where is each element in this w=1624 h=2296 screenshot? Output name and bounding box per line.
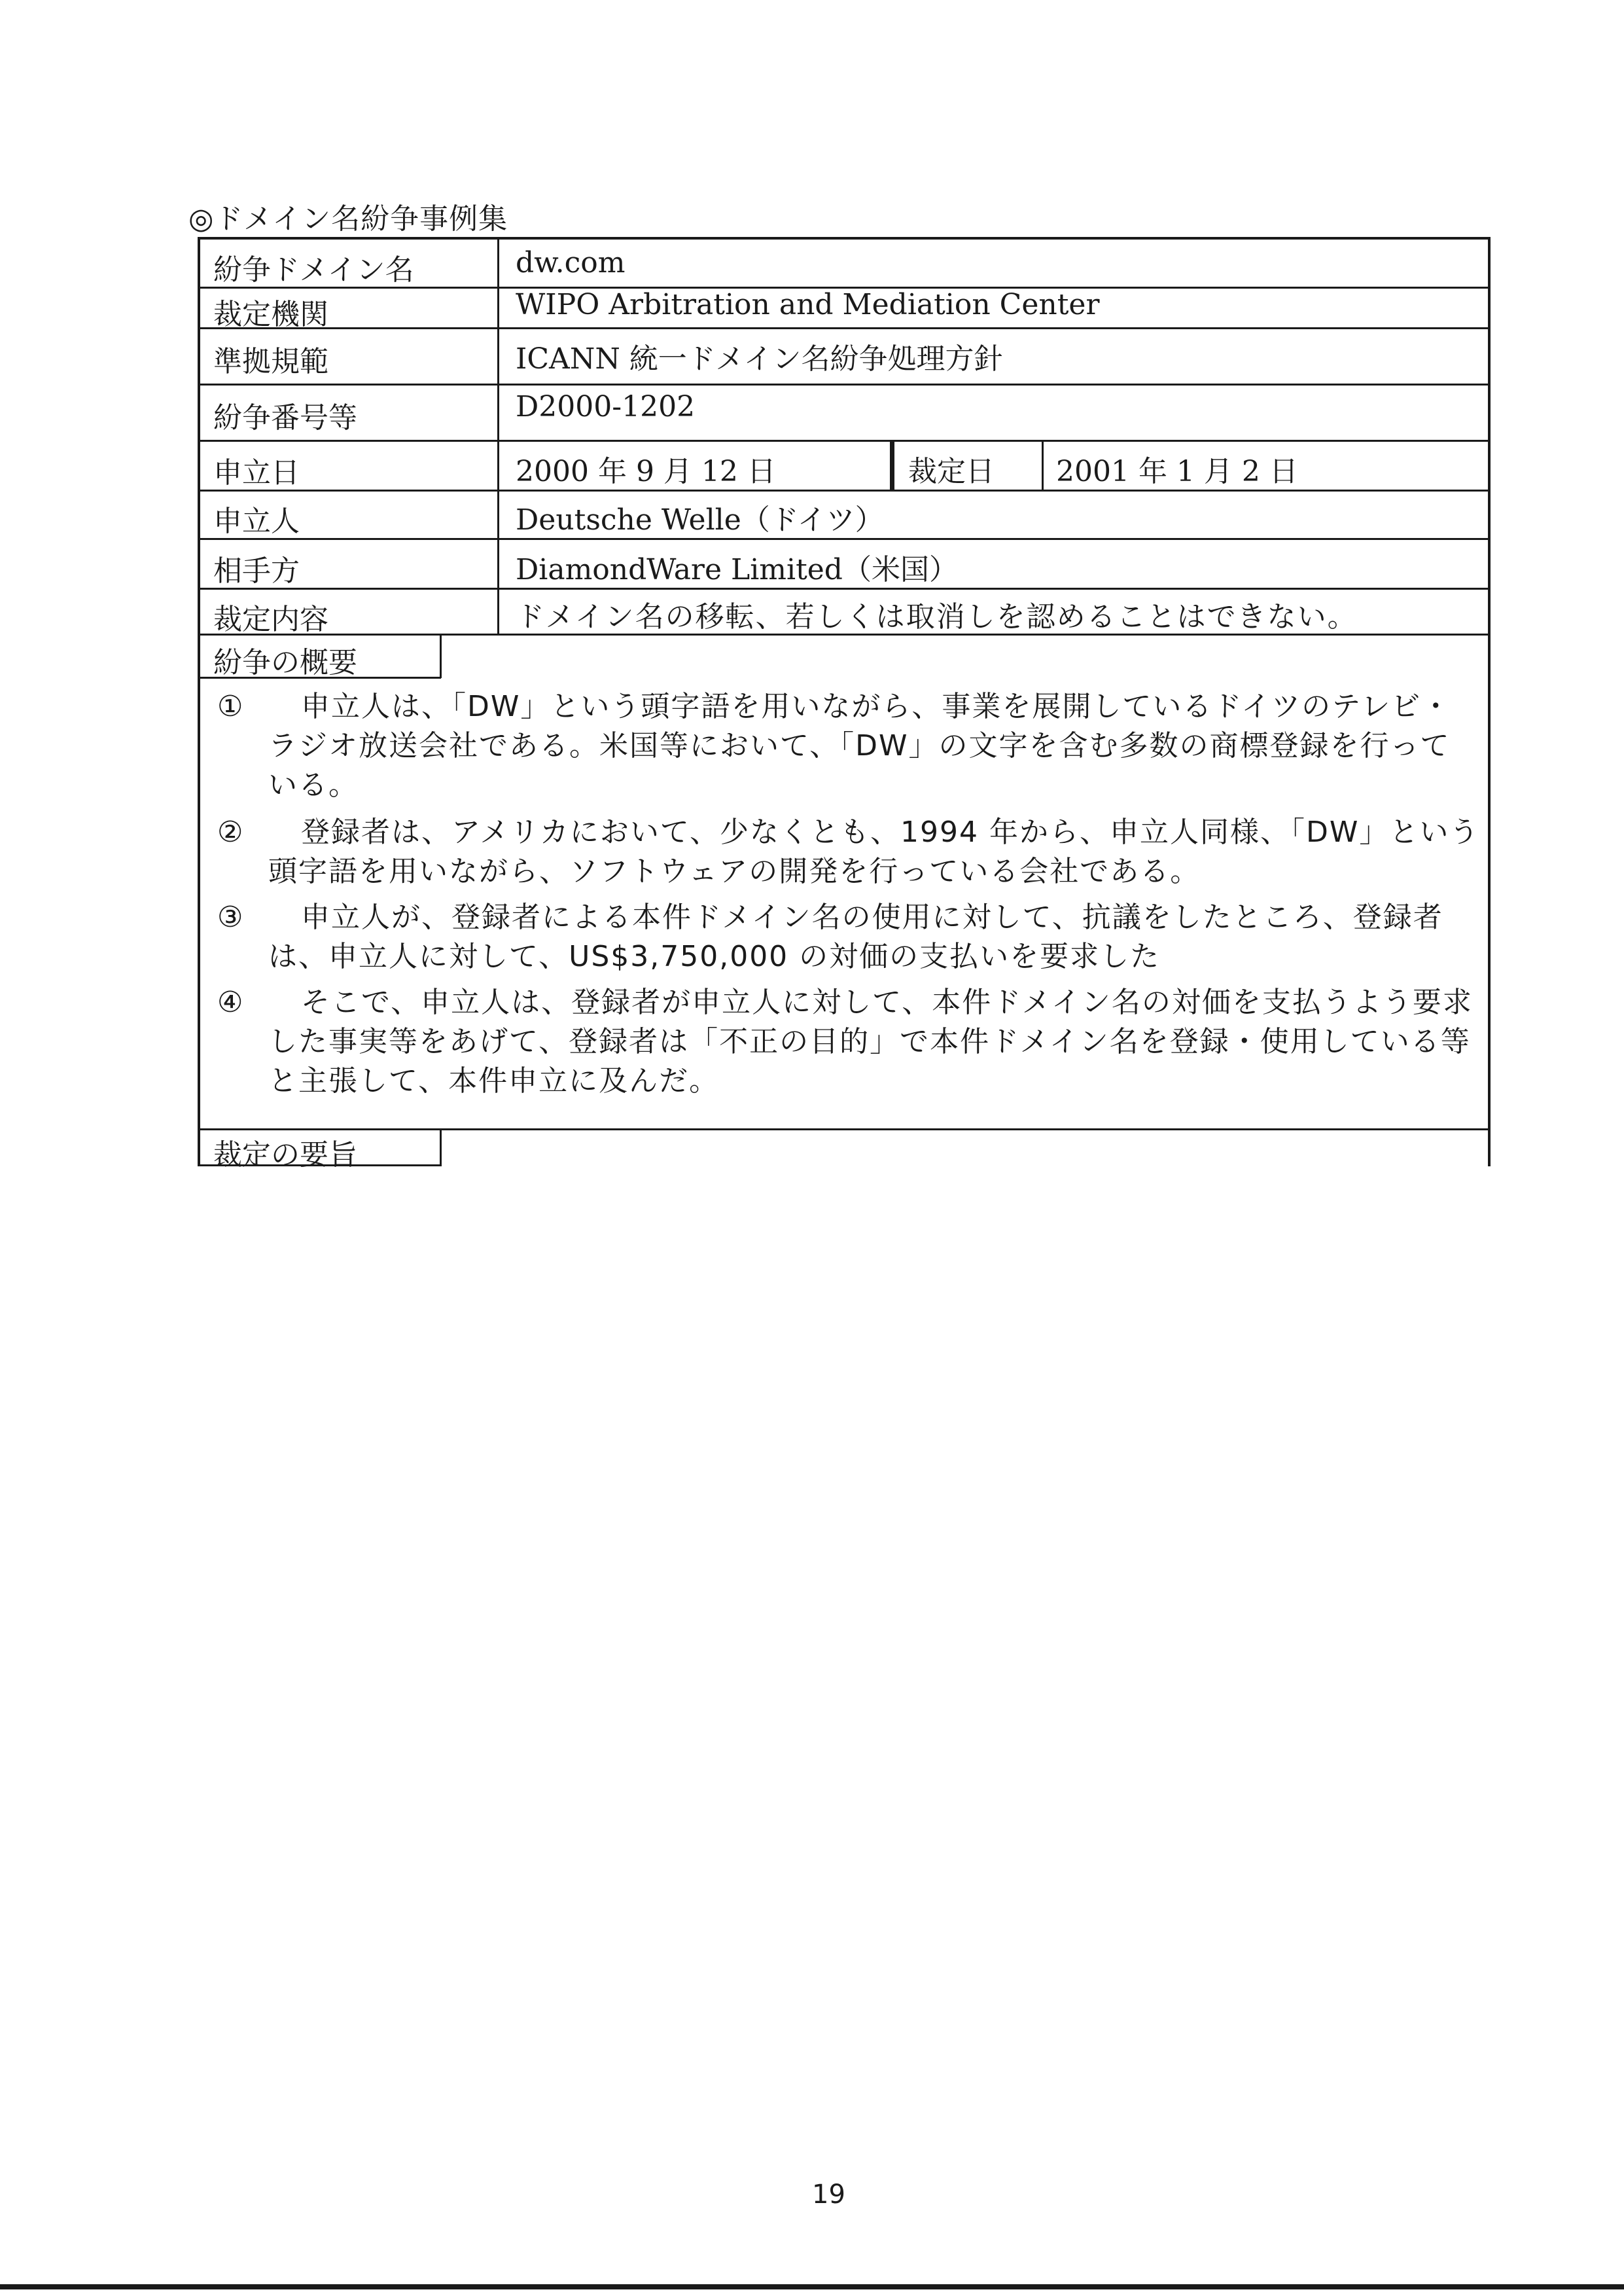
item-number: ② (217, 816, 243, 849)
summary-item (217, 898, 1480, 977)
item-text: 申立人は、「DW」という頭字語を用いながら、事業を展開しているドイツのテレビ・ラジオ放送会社である。米国等において、「DW」の文字を含む多数の商標登録を行っている。 (268, 690, 1452, 802)
case-table (198, 237, 1491, 1172)
row-divider (198, 440, 1491, 442)
item-text: そこで、申立人は、登録者が申立人に対して、本件ドメイン名の対価を支払うよう要求した事実等をあげて、登録者は「不正の目的」で本件ドメイン名を登録・使用している等と主張して、本件申立に及んだ。 (268, 986, 1473, 1098)
date-divider (1042, 440, 1044, 490)
row-divider (198, 588, 1491, 590)
summary-label-box (440, 634, 442, 678)
summary-item (217, 983, 1480, 1101)
table-right-border (1488, 237, 1491, 1166)
decision-value: ドメイン名の移転、若しくは取消しを認めることはできない。 (516, 600, 1358, 634)
respondent-value: DiamondWare Limited（米国） (516, 553, 958, 586)
filing-date-label: 申立日 (213, 456, 300, 490)
bottom-rule (0, 2284, 1624, 2289)
summary-item (217, 813, 1480, 891)
complainant-label: 申立人 (213, 505, 300, 538)
domain-label: 紛争ドメイン名 (213, 253, 414, 287)
page-heading: ◎ドメイン名紛争事例集 (188, 202, 508, 236)
decision-label: 裁定内容 (213, 603, 328, 636)
page-number: 19 (812, 2179, 845, 2210)
decision-date-label: 裁定日 (908, 455, 995, 488)
respondent-label: 相手方 (213, 554, 300, 588)
policy-value: ICANN 統一ドメイン名紛争処理方針 (516, 342, 1003, 376)
complainant-value: Deutsche Welle（ドイツ） (516, 503, 884, 537)
row-divider (198, 327, 1491, 329)
row-divider (198, 237, 1491, 240)
ruling-label: 裁定の要旨 (213, 1138, 357, 1172)
row-divider (198, 1128, 1491, 1130)
decision-date-value: 2001 年 1 月 2 日 (1056, 455, 1298, 488)
summary-item (217, 687, 1480, 805)
case-number-value: D2000-1202 (516, 390, 696, 423)
summary-label: 紛争の概要 (213, 646, 357, 679)
row-divider (198, 538, 1491, 540)
table-left-border (198, 237, 200, 1166)
item-number: ③ (217, 901, 243, 934)
item-text: 申立人が、登録者による本件ドメイン名の使用に対して、抗議をしたところ、登録者は、申立人に対して、US$3,750,000 の対価の支払いを要求した (268, 901, 1443, 973)
body-label: 裁定機関 (213, 298, 328, 331)
body-value: WIPO Arbitration and Mediation Center (516, 288, 1100, 321)
ruling-label-box (440, 1128, 442, 1166)
case-number-label: 紛争番号等 (213, 401, 357, 435)
item-text: 登録者は、アメリカにおいて、少なくとも、1994 年から、申立人同様、「DW」という頭字語を用いながら、ソフトウェアの開発を行っている会社である。 (268, 816, 1480, 888)
item-number: ① (217, 690, 243, 723)
date-divider (890, 440, 894, 490)
row-divider (198, 384, 1491, 386)
label-column-divider (497, 237, 499, 634)
row-divider (198, 490, 1491, 492)
item-number: ④ (217, 986, 243, 1019)
domain-value: dw.com (516, 246, 626, 279)
policy-label: 準拠規範 (213, 345, 328, 378)
filing-date-value: 2000 年 9 月 12 日 (516, 455, 776, 488)
